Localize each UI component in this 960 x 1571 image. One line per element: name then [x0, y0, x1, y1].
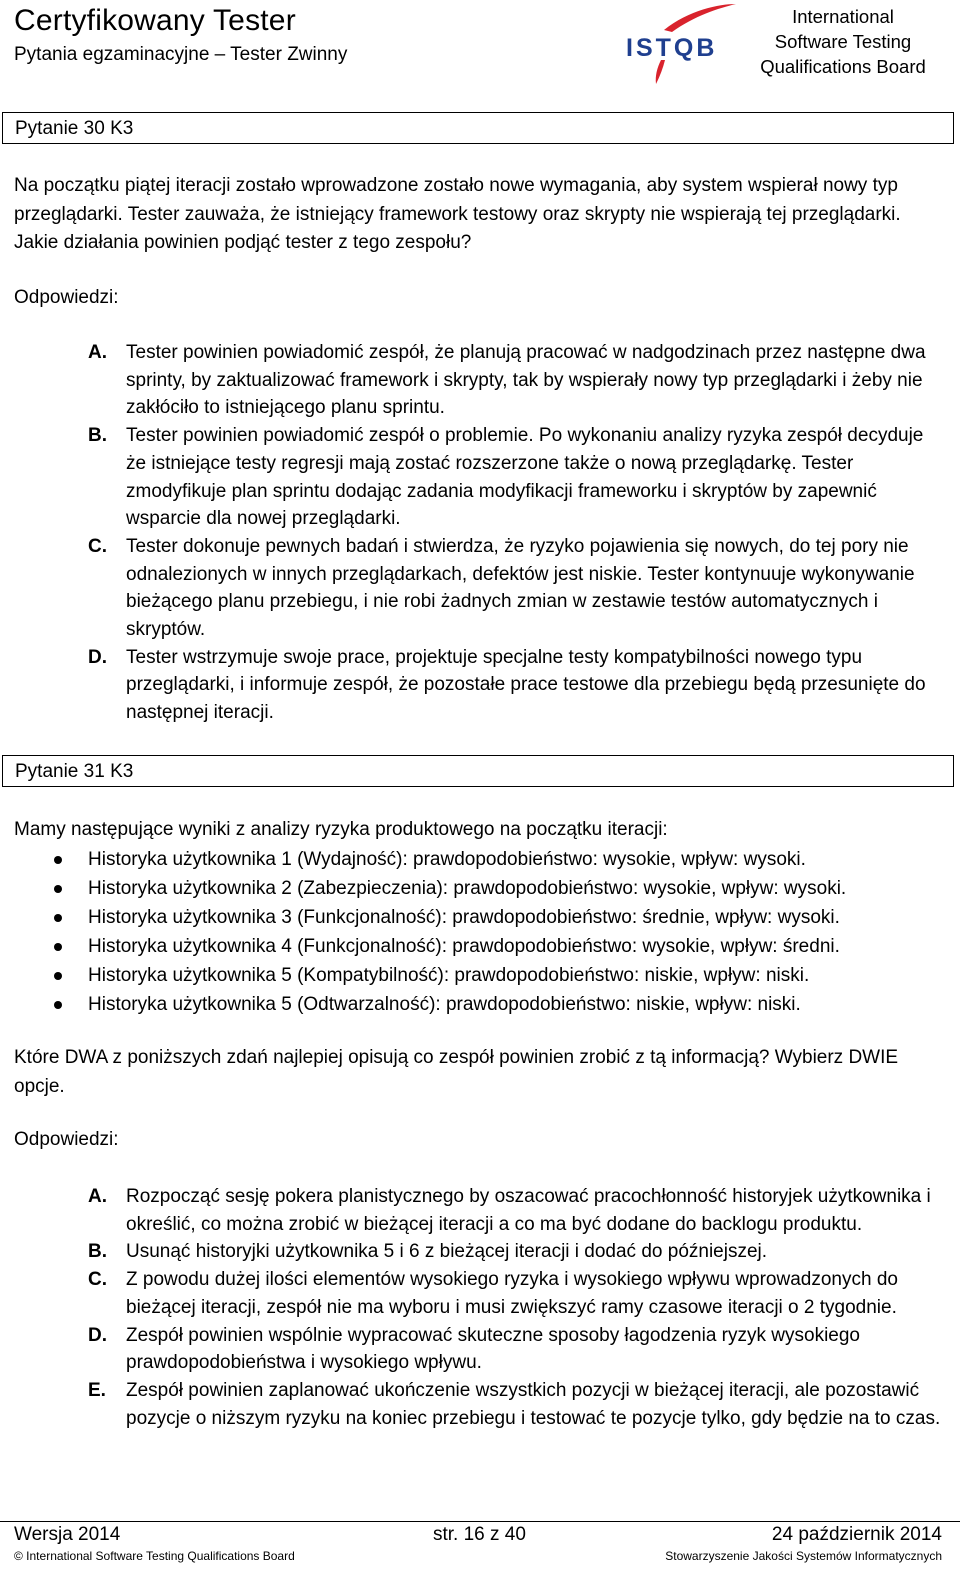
- option-text: Tester wstrzymuje swoje prace, projektuje specjalne testy kompatybilności nowego typu przeglądarki, i informuje zespół, że pozostałe prace testowe dla przebiegu będą przesunięte do następnej iteracji.: [126, 646, 926, 724]
- bullet-icon: [54, 885, 62, 893]
- option-b: [88, 1238, 948, 1266]
- option-letter: D.: [88, 1324, 107, 1346]
- option-b: [88, 422, 948, 533]
- bullet-icon: [54, 943, 62, 951]
- option-e: [88, 1377, 948, 1432]
- option-text: Z powodu dużej ilości elementów wysokiego ryzyka i wysokiego wpływu wprowadzonych do bieżącej iteracji, zespół nie ma wyboru i musi zwiększyć ramy czasowe iteracji o 2 tygodnie.: [126, 1269, 898, 1318]
- list-item: Historyka użytkownika 4 (Funkcjonalność): prawdopodobieństwo: wysokie, wpływ: średni.: [50, 932, 940, 961]
- option-text: Zespół powinien zaplanować ukończenie wszystkich pozycji w bieżącej iteracji, ale pozostawić pozycje o niższym ryzyku na koniec przebiegu i testować te pozycje tylko, gdy będzie na to czas.: [126, 1379, 941, 1429]
- option-letter: B.: [88, 425, 107, 447]
- bullet-icon: [54, 972, 62, 980]
- question-31-heading: Pytanie 31 K3: [2, 755, 954, 787]
- footer-page-number: str. 16 z 40: [433, 1524, 526, 1545]
- question-31-intro: Mamy następujące wyniki z analizy ryzyka produktowego na początku iteracji:: [14, 819, 668, 840]
- logo-swoosh-bottom: [656, 60, 665, 84]
- option-text: Tester powinien powiadomić zespół o problemie. Po wykonaniu analizy ryzyka zespół decyduje że istniejące testy regresji mają zostać rozszerzone także o nową przeglądarkę. Tester zmodyfikuje plan sprintu dodając zadania modyfikacji frameworku i skryptów by zapewnić wsparcie dla nowej przeglądarki.: [126, 425, 924, 530]
- option-c: [88, 533, 948, 644]
- org-line-1: International: [792, 6, 894, 27]
- list-item: Historyka użytkownika 5 (Odtwarzalność): prawdopodobieństwo: niskie, wpływ: niski.: [50, 990, 940, 1019]
- option-text: Rozpocząć sesję pokera planistycznego by oszacować pracochłonność historyjek użytkownika i określić, co można zrobić w bieżącej iteracji a co ma być dodane do backlogu produktu.: [126, 1186, 931, 1235]
- option-letter: A.: [88, 1186, 107, 1207]
- question-31-answers-label: Odpowiedzi:: [14, 1129, 119, 1150]
- option-text: Tester powinien powiadomić zespół, że planują pracować w nadgodzinach przez następne dwa sprinty, by zaktualizować framework i skrypty, tak by wspierały nowy typ przeglądarki i żeby nie zakłóciło to istniejącego planu sprintu.: [126, 342, 926, 419]
- option-letter: C.: [88, 1269, 107, 1291]
- risk-results-list: [50, 845, 940, 1019]
- question-30-answers-label: Odpowiedzi:: [14, 287, 119, 308]
- org-line-3: Qualifications Board: [760, 56, 926, 77]
- option-text: Tester dokonuje pewnych badań i stwierdza, że ryzyko pojawienia się nowych, do tej pory nie odnalezionych w innych przeglądarkach, defektów jest niskie. Tester kontynuuje wykonywanie bieżącego planu przebiegu, i nie robi żadnych zmian w zestawie testów automatycznych i skryptów.: [126, 535, 915, 641]
- footer-association: Stowarzyszenie Jakości Systemów Informatycznych: [665, 1549, 942, 1563]
- option-text: Zespół powinien wspólnie wypracować skuteczne sposoby łagodzenia ryzyk wysokiego prawdopodobieństwa i wysokiego wpływu.: [126, 1324, 860, 1374]
- option-letter: C.: [88, 535, 107, 557]
- option-letter: A.: [88, 342, 107, 363]
- list-item: Historyka użytkownika 1 (Wydajność): prawdopodobieństwo: wysokie, wpływ: wysoki.: [50, 845, 940, 874]
- question-30-text: Na początku piątej iteracji zostało wprowadzone zostało nowe wymagania, aby system wspierał nowy typ przeglądarki. Tester zauważa, że istniejący framework testowy oraz skrypty nie wspierają tej przeglądarki. Jakie działania powinien podjąć tester z tego zespołu?: [14, 175, 901, 253]
- list-item: Historyka użytkownika 2 (Zabezpieczenia): prawdopodobieństwo: wysokie, wpływ: wysoki.: [50, 874, 940, 903]
- org-name: [752, 4, 934, 79]
- org-line-2: Software Testing: [774, 31, 912, 52]
- bullet-icon: [54, 1001, 62, 1009]
- question-31-options: [88, 1183, 948, 1432]
- list-item: Historyka użytkownika 3 (Funkcjonalność): prawdopodobieństwo: średnie, wpływ: wysoki.: [50, 903, 940, 932]
- option-letter: D.: [88, 646, 107, 668]
- bullet-icon: [54, 914, 62, 922]
- footer-date: 24 październik 2014: [771, 1524, 942, 1545]
- bullet-icon: [54, 856, 62, 864]
- logo-swoosh-top: [664, 4, 736, 32]
- option-d: [88, 1322, 948, 1377]
- page-title: Certyfikowany Tester: [14, 4, 296, 37]
- istqb-logo: [624, 2, 739, 84]
- option-text: Usunąć historyjki użytkownika 5 i 6 z bieżącej iteracji i dodać do późniejszej.: [126, 1241, 768, 1263]
- option-letter: E.: [88, 1379, 106, 1401]
- footer-version: Wersja 2014: [14, 1524, 121, 1545]
- option-letter: B.: [88, 1241, 107, 1263]
- footer-divider: [0, 1521, 960, 1522]
- list-item: Historyka użytkownika 5 (Kompatybilność): prawdopodobieństwo: niskie, wpływ: niski.: [50, 961, 940, 990]
- footer-copyright: © International Software Testing Qualifications Board: [14, 1549, 295, 1563]
- option-c: [88, 1266, 948, 1321]
- option-a: [88, 1183, 948, 1238]
- logo-text: ISTQB: [626, 34, 718, 62]
- page-subtitle: Pytania egzaminacyjne – Tester Zwinny: [14, 44, 348, 65]
- question-30-heading: Pytanie 30 K3: [2, 112, 954, 144]
- question-30-options: [88, 339, 948, 727]
- option-a: [88, 339, 948, 422]
- option-d: [88, 644, 948, 727]
- question-31-text: Które DWA z poniższych zdań najlepiej opisują co zespół powinien zrobić z tą informacją? Wybierz DWIE opcje.: [14, 1047, 899, 1097]
